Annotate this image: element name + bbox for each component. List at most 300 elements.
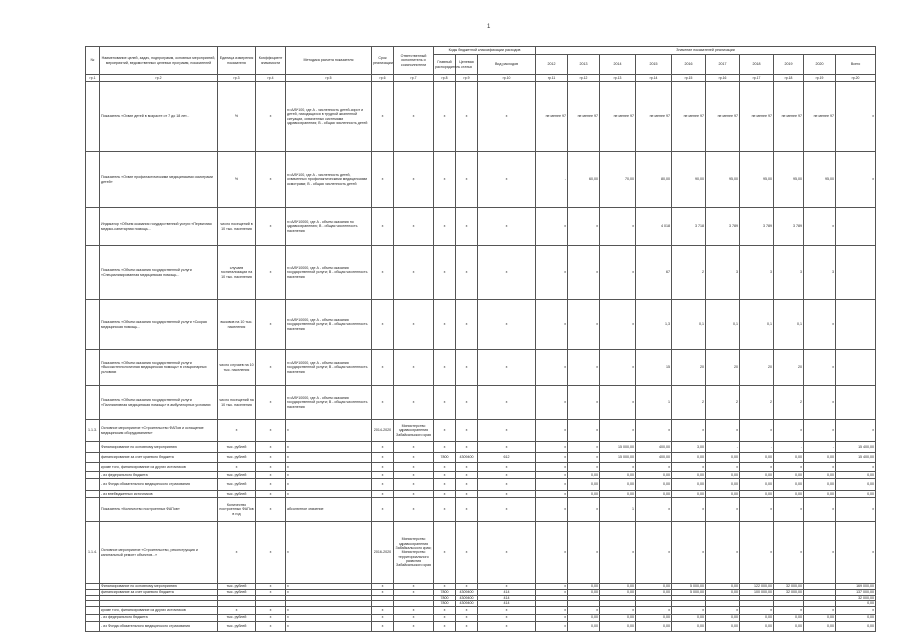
table-cell: 95,00 — [706, 152, 740, 208]
table-cell: 400,00 — [636, 442, 672, 453]
table-cell: 32 000,00 — [774, 590, 804, 596]
table-cell: Финансирование по основному мероприятию — [100, 442, 218, 453]
table-cell: х — [804, 350, 836, 386]
table-cell: 3 789 — [774, 208, 804, 246]
table-cell: n=A/B*10000, где A - объем оказания государственной услуги; B - общая численность населения — [286, 386, 372, 420]
table-cell: 80,00 — [636, 152, 672, 208]
table-cell: х — [804, 300, 836, 350]
column-number: гр.13 — [600, 75, 636, 82]
table-cell: х — [434, 420, 456, 442]
table-cell: 0,00 — [774, 614, 804, 621]
table-cell: % — [218, 152, 256, 208]
table-cell: n=A/B*10000, где A - объем оказания государственной услуги; B - общая численность населения — [286, 350, 372, 386]
table-cell: 414 — [478, 601, 536, 606]
table-cell: х — [536, 472, 568, 479]
table-cell: 0,00 — [706, 453, 740, 463]
table-cell: n=A/B*10000, где A - объем оказания государственной услуги; B - общая численность населения — [286, 246, 372, 300]
table-cell: 0,00 — [636, 614, 672, 621]
column-number: гр.18 — [774, 75, 804, 82]
table-cell: 612 — [478, 453, 536, 463]
table-cell — [86, 453, 100, 463]
table-cell: 3 718 — [672, 208, 706, 246]
table-cell: 0,00 — [636, 491, 672, 498]
table-cell: х — [434, 606, 456, 614]
table-cell: не менее 97 — [536, 82, 568, 152]
table-cell: 2 — [706, 386, 740, 420]
table-cell: 0,00 — [836, 491, 876, 498]
table-cell — [86, 614, 100, 621]
table-cell: 4309400 — [456, 590, 478, 596]
table-cell: 0,1 — [774, 300, 804, 350]
table-cell: х — [774, 463, 804, 472]
table-cell: х — [672, 606, 706, 614]
table-cell: х — [804, 420, 836, 442]
table-cell: х — [256, 479, 286, 491]
table-cell: 3 — [740, 246, 774, 300]
table-cell: вызовов на 10 тыс. населения — [218, 300, 256, 350]
program-table-sheet — [85, 46, 875, 632]
table-cell — [836, 300, 876, 350]
table-row — [86, 472, 876, 479]
table-cell: х — [256, 208, 286, 246]
table-cell: х — [456, 442, 478, 453]
table-cell: х — [804, 606, 836, 614]
table-cell: 0,00 — [774, 491, 804, 498]
header-indicator-values: Значение показателей реализации — [536, 47, 876, 55]
table-cell: n=A/B*100, где A - численность детей-сирот и детей, находящихся в трудной жизненной ситуации, охваченных системами здравоохранения; B - общая численность детей — [286, 82, 372, 152]
table-cell: 0,00 — [774, 479, 804, 491]
table-cell: х — [600, 606, 636, 614]
table-cell — [86, 82, 100, 152]
table-cell: - — [740, 442, 774, 453]
table-cell: 122 000,00 — [740, 584, 774, 590]
table-cell: х — [372, 491, 394, 498]
table-cell: х — [456, 614, 478, 621]
table-cell: х — [394, 606, 434, 614]
table-cell: не менее 97 — [568, 82, 600, 152]
table-row — [86, 442, 876, 453]
table-cell: х — [568, 300, 600, 350]
table-cell: х — [286, 472, 372, 479]
table-cell: х — [478, 152, 536, 208]
table-row — [86, 498, 876, 522]
table-cell: х — [536, 453, 568, 463]
table-row — [86, 463, 876, 472]
table-cell — [86, 386, 100, 420]
table-cell: х — [478, 300, 536, 350]
table-cell: 2014-2020 — [372, 420, 394, 442]
table-cell: х — [536, 614, 568, 621]
table-cell: х — [706, 606, 740, 614]
table-cell: 2016-2020 — [372, 522, 394, 584]
table-cell: х — [804, 498, 836, 522]
table-cell: 1 — [600, 498, 636, 522]
table-cell: 0,00 — [740, 453, 774, 463]
table-cell: х — [286, 420, 372, 442]
table-cell: 0,00 — [568, 621, 600, 631]
table-cell: 0,00 — [672, 472, 706, 479]
table-cell: х — [256, 463, 286, 472]
table-cell: х — [286, 463, 372, 472]
table-cell: - — [774, 442, 804, 453]
table-cell: 32 000,00 — [774, 584, 804, 590]
table-cell: х — [478, 614, 536, 621]
table-cell: 0,00 — [706, 614, 740, 621]
table-cell: х — [600, 246, 636, 300]
table-cell: 0,00 — [804, 479, 836, 491]
table-cell: 3 789 — [706, 208, 740, 246]
column-number: гр.11 — [536, 75, 568, 82]
table-cell: 414 — [478, 596, 536, 601]
table-cell: - из внебюджетных источников — [100, 491, 218, 498]
table-cell — [86, 621, 100, 631]
header-no: № — [86, 47, 100, 75]
table-cell: х — [456, 420, 478, 442]
table-cell: х — [456, 350, 478, 386]
table-cell: х — [286, 590, 372, 596]
table-cell: х — [434, 472, 456, 479]
table-cell: число посещений на 10 тыс. населения — [218, 386, 256, 420]
table-cell: n=A/B*10000, где A - объем оказания государственной услуги; B - общая численность населения — [286, 300, 372, 350]
table-cell: не менее 97 — [804, 82, 836, 152]
table-cell: 2 — [774, 386, 804, 420]
table-cell: х — [672, 522, 706, 584]
table-cell: 0,00 — [774, 453, 804, 463]
table-cell: х — [568, 606, 600, 614]
table-cell: 3 — [706, 246, 740, 300]
table-cell: х — [804, 386, 836, 420]
table-cell: х — [434, 584, 456, 590]
table-cell: х — [478, 463, 536, 472]
table-cell: тыс. рублей — [218, 479, 256, 491]
table-cell: 0,00 — [600, 584, 636, 590]
table-cell: 0,00 — [706, 621, 740, 631]
table-row — [86, 522, 876, 584]
table-cell: х — [218, 522, 256, 584]
table-cell: 0,00 — [568, 590, 600, 596]
table-cell: 0,00 — [740, 479, 774, 491]
table-cell: Основное мероприятие «Строительство, реконструкция и капитальный ремонт объектов...» — [100, 522, 218, 584]
table-cell: х — [536, 420, 568, 442]
table-cell: х — [600, 208, 636, 246]
table-cell: х — [536, 584, 568, 590]
table-cell: тыс. рублей — [218, 584, 256, 590]
table-cell: х — [478, 491, 536, 498]
table-cell: Финансирование по основному мероприятию — [100, 584, 218, 590]
table-cell: х — [372, 621, 394, 631]
table-cell: 0,1 — [740, 300, 774, 350]
table-cell: х — [706, 463, 740, 472]
table-cell: абсолютное значение — [286, 498, 372, 522]
table-cell: х — [568, 463, 600, 472]
table-cell: х — [456, 498, 478, 522]
table-cell: х — [568, 498, 600, 522]
table-cell: х — [434, 463, 456, 472]
table-cell: х — [600, 350, 636, 386]
table-cell: 100 000,00 — [740, 590, 774, 596]
table-cell: Показатель «Объем оказания государственной услуги «Специализированная медицинская помощь... — [100, 246, 218, 300]
table-cell: х — [636, 420, 672, 442]
table-cell: 0,00 — [804, 453, 836, 463]
header-year: 2016 — [672, 55, 706, 75]
table-cell — [86, 442, 100, 453]
table-cell: х — [536, 300, 568, 350]
table-row — [86, 614, 876, 621]
table-cell: х — [434, 386, 456, 420]
table-cell: 0,00 — [600, 491, 636, 498]
table-cell: 20 — [740, 350, 774, 386]
table-cell: х — [434, 208, 456, 246]
table-cell: х — [456, 522, 478, 584]
table-cell: х — [286, 522, 372, 584]
table-cell: х — [394, 614, 434, 621]
table-cell: х — [434, 82, 456, 152]
header-unit: Единица измерения показателя — [218, 47, 256, 75]
table-cell: х — [456, 208, 478, 246]
table-cell: 0,00 — [836, 621, 876, 631]
table-cell: х — [774, 606, 804, 614]
table-cell: n=A/B*100, где A - численность детей, охваченных профилактическими медицинскими осмотрами; B - общая численность детей — [286, 152, 372, 208]
table-cell: 0,1 — [672, 300, 706, 350]
table-cell: х — [672, 420, 706, 442]
table-cell: х — [836, 152, 876, 208]
table-cell: тыс. рублей — [218, 614, 256, 621]
table-cell: х — [478, 246, 536, 300]
table-cell: 0,00 — [600, 614, 636, 621]
table-cell: 5 000,00 — [672, 590, 706, 596]
table-cell: х — [740, 463, 774, 472]
table-cell: 1.1.3. — [86, 420, 100, 442]
table-cell: х — [568, 453, 600, 463]
table-cell: 20 — [672, 350, 706, 386]
table-cell — [836, 386, 876, 420]
table-cell: х — [372, 350, 394, 386]
table-cell: х — [706, 498, 740, 522]
table-cell: не менее 97 — [740, 82, 774, 152]
table-cell: Показатель «Объем оказания государственной услуги «Паллиативная медицинская помощь» в амбулаторных условиях — [100, 386, 218, 420]
table-cell: 0,00 — [836, 479, 876, 491]
table-cell: х — [600, 522, 636, 584]
table-row — [86, 386, 876, 420]
table-row — [86, 420, 876, 442]
table-cell: х — [478, 420, 536, 442]
table-cell: х — [536, 442, 568, 453]
table-cell: х — [536, 479, 568, 491]
table-cell: х — [636, 522, 672, 584]
table-cell: тыс. рублей — [218, 590, 256, 596]
table-row — [86, 152, 876, 208]
header-year: Всего — [836, 55, 876, 75]
column-number: гр.17 — [740, 75, 774, 82]
table-row — [86, 208, 876, 246]
table-cell: х — [478, 621, 536, 631]
table-cell — [86, 498, 100, 522]
table-cell: х — [706, 420, 740, 442]
table-cell: х — [836, 82, 876, 152]
header-year: 2015 — [636, 55, 672, 75]
table-cell: х — [394, 491, 434, 498]
table-cell: х — [478, 472, 536, 479]
table-cell: не менее 97 — [774, 82, 804, 152]
table-cell: х — [372, 453, 394, 463]
header-year: 2020 — [804, 55, 836, 75]
header-year: 2012 — [536, 55, 568, 75]
table-cell — [86, 246, 100, 300]
table-cell: 7800 — [434, 453, 456, 463]
table-cell: 0,00 — [636, 584, 672, 590]
table-cell: х — [372, 614, 394, 621]
header-expense-type: Вид расходов — [478, 55, 536, 75]
header-name: Наименование целей, задач, подпрограмм, основных мероприятий, мероприятий, ведомственных целевых программ, показателей — [100, 47, 218, 75]
table-cell: - — [536, 152, 568, 208]
table-cell: х — [256, 614, 286, 621]
table-cell: х — [434, 491, 456, 498]
table-cell: Показатель «Количество построенных ФАПов» — [100, 498, 218, 522]
table-cell: х — [372, 386, 394, 420]
table-cell: х — [478, 350, 536, 386]
table-cell: х — [286, 491, 372, 498]
column-number: гр.16 — [706, 75, 740, 82]
table-cell: х — [456, 584, 478, 590]
table-cell: х — [394, 479, 434, 491]
table-cell: Показатель «Охват профилактическими медицинскими осмотрами детей» — [100, 152, 218, 208]
table-cell: 0,00 — [740, 472, 774, 479]
table-cell: - из Фонда обязательного медицинского страхования — [100, 621, 218, 631]
table-cell: финансирование за счет краевого бюджета — [100, 453, 218, 463]
table-cell: Количество построенных ФАПов в год — [218, 498, 256, 522]
table-cell: х — [740, 420, 774, 442]
table-cell: х — [434, 479, 456, 491]
table-cell: 0,00 — [568, 614, 600, 621]
table-cell: х — [774, 522, 804, 584]
table-cell: 0,00 — [636, 472, 672, 479]
column-number: гр.2 — [100, 75, 218, 82]
table-cell: 5 000,00 — [672, 584, 706, 590]
table-cell: % — [218, 82, 256, 152]
table-cell: не менее 97 — [600, 82, 636, 152]
table-cell: 15 400,00 — [836, 442, 876, 453]
table-cell: Показатель «Охват детей в возрасте от 7 до 18 лет... — [100, 82, 218, 152]
table-cell: 400,00 — [636, 453, 672, 463]
table-cell: 0,00 — [568, 472, 600, 479]
table-cell: х — [372, 606, 394, 614]
table-cell: х — [836, 498, 876, 522]
table-cell: х — [434, 246, 456, 300]
table-cell: х — [256, 246, 286, 300]
table-cell: х — [478, 208, 536, 246]
header-year: 2014 — [600, 55, 636, 75]
column-number: гр.5 — [286, 75, 372, 82]
column-number: гр.3 — [218, 75, 256, 82]
table-cell: 0,00 — [568, 584, 600, 590]
table-cell: х — [394, 208, 434, 246]
table-cell: х — [434, 614, 456, 621]
table-cell: - — [804, 442, 836, 453]
header-term: Срок реализации — [372, 47, 394, 75]
table-cell — [836, 246, 876, 300]
table-cell: 3 — [804, 246, 836, 300]
table-cell: х — [478, 442, 536, 453]
table-cell: 15 — [636, 350, 672, 386]
table-cell: х — [286, 606, 372, 614]
header-year: 2013 — [568, 55, 600, 75]
table-cell: тыс. рублей — [218, 472, 256, 479]
table-cell: х — [836, 420, 876, 442]
table-cell: 0,00 — [600, 479, 636, 491]
column-number: гр.1 — [86, 75, 100, 82]
table-cell: 414 — [478, 590, 536, 596]
table-cell: х — [804, 208, 836, 246]
table-cell: х — [372, 246, 394, 300]
table-cell: х — [636, 606, 672, 614]
table-cell: х — [372, 442, 394, 453]
table-header-row — [86, 47, 876, 55]
table-cell: х — [536, 606, 568, 614]
header-coefficient: Коэффициент значимости — [256, 47, 286, 75]
table-cell: х — [774, 498, 804, 522]
table-cell: 95,00 — [774, 152, 804, 208]
table-cell: 15 000,00 — [600, 453, 636, 463]
table-cell: - из федерального бюджета — [100, 614, 218, 621]
table-cell — [86, 472, 100, 479]
table-cell: х — [478, 498, 536, 522]
table-cell: 4309400 — [456, 601, 478, 606]
table-cell: х — [394, 82, 434, 152]
table-cell: 0,00 — [600, 590, 636, 596]
table-cell: 0,00 — [672, 491, 706, 498]
table-cell: х — [394, 463, 434, 472]
table-cell: 0,00 — [672, 479, 706, 491]
table-cell: 0,00 — [706, 472, 740, 479]
table-cell: х — [568, 246, 600, 300]
table-cell: 2 — [740, 386, 774, 420]
table-cell: не менее 97 — [706, 82, 740, 152]
column-number: гр.12 — [568, 75, 600, 82]
table-cell: 0,00 — [740, 491, 774, 498]
table-cell: 0,00 — [636, 621, 672, 631]
table-cell: Показатель «Объем оказания государственной услуги «Скорая медицинская помощь... — [100, 300, 218, 350]
table-cell: 7800 — [434, 590, 456, 596]
table-cell: х — [394, 590, 434, 596]
table-cell: х — [434, 350, 456, 386]
table-cell: х — [740, 606, 774, 614]
table-cell: х — [286, 479, 372, 491]
table-cell: финансирование за счет краевого бюджета — [100, 590, 218, 596]
table-cell: 0,00 — [672, 453, 706, 463]
table-cell: 20 — [774, 350, 804, 386]
table-cell: х — [256, 621, 286, 631]
table-cell: х — [536, 522, 568, 584]
table-row — [86, 300, 876, 350]
table-cell: 4 018 — [636, 208, 672, 246]
table-cell: х — [568, 420, 600, 442]
table-cell — [86, 300, 100, 350]
table-cell: х — [394, 453, 434, 463]
table-cell: х — [600, 463, 636, 472]
table-cell: число случаев на 10 тыс. населения — [218, 350, 256, 386]
column-number: гр.20 — [836, 75, 876, 82]
table-cell: 3,00 — [672, 442, 706, 453]
table-cell: 90,00 — [672, 152, 706, 208]
column-number: гр.6 — [372, 75, 394, 82]
table-cell: тыс. рублей — [218, 442, 256, 453]
table-cell: х — [256, 606, 286, 614]
table-cell: 0,00 — [706, 479, 740, 491]
table-cell: х — [568, 442, 600, 453]
table-cell: 1 — [636, 386, 672, 420]
program-indicators-table — [85, 46, 876, 632]
table-cell: 67 — [636, 246, 672, 300]
